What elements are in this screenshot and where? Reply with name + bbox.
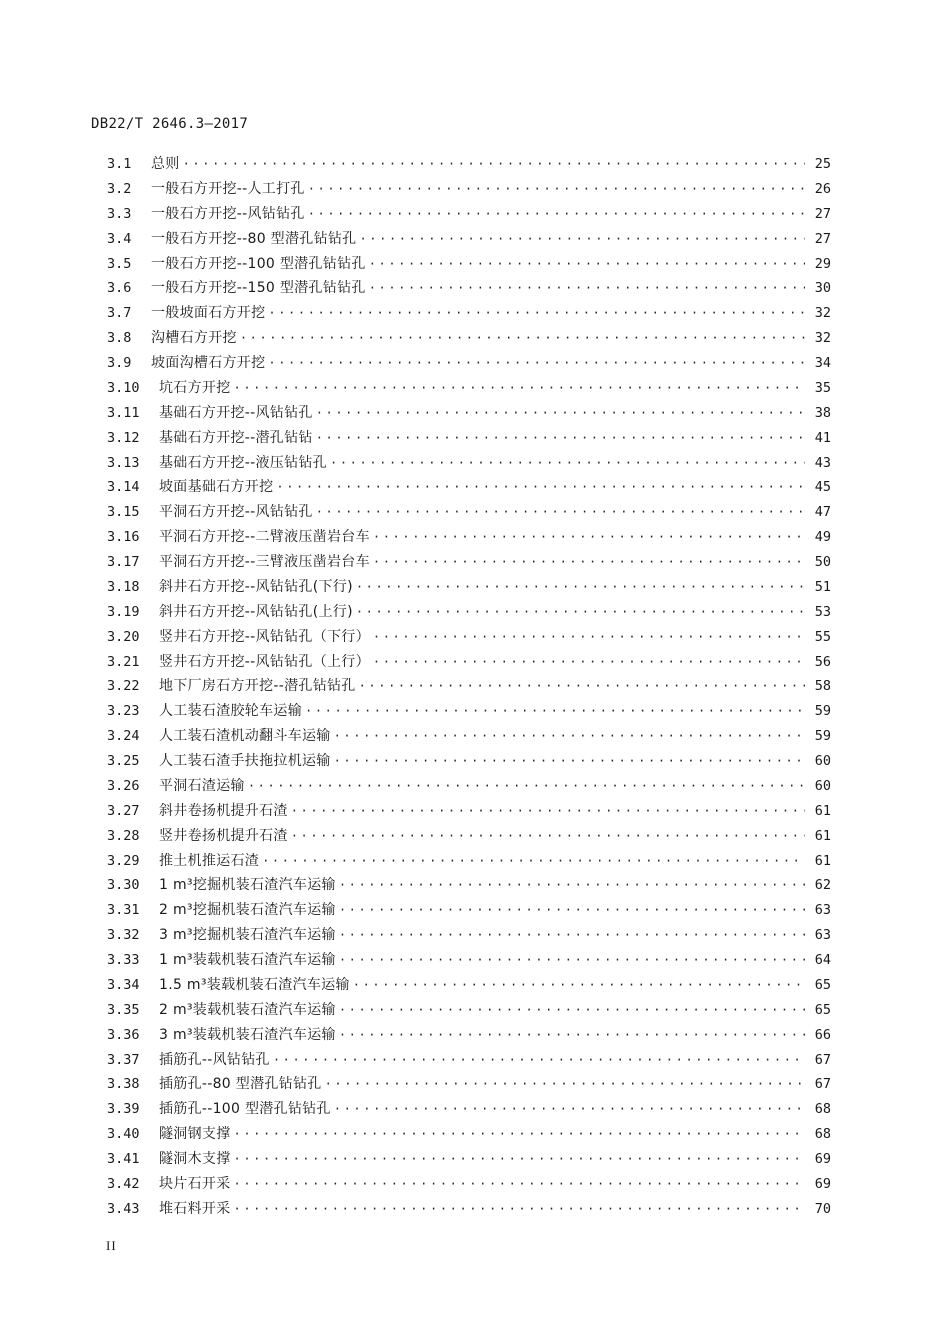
toc-section-number: 3.12	[107, 429, 140, 446]
toc-section-number: 3.6	[107, 280, 132, 297]
document-code-header: DB22/T 2646.3—2017	[91, 116, 249, 132]
toc-dot-leader	[334, 1097, 805, 1122]
toc-entry[interactable]	[107, 227, 831, 252]
toc-dot-leader	[339, 948, 805, 973]
toc-dot-leader	[248, 774, 805, 799]
toc-dot-leader	[334, 749, 805, 774]
toc-section-number: 3.4	[107, 230, 132, 247]
toc-page-number: 27	[814, 205, 831, 222]
toc-page-number: 62	[814, 877, 831, 894]
toc-entry[interactable]	[107, 525, 831, 550]
toc-entry[interactable]	[107, 451, 831, 476]
toc-section-title: 一般石方开挖--人工打孔	[151, 180, 305, 197]
toc-section-number: 3.2	[107, 180, 132, 197]
toc-section-title: 斜井卷扬机提升石渣	[159, 802, 288, 819]
toc-page-number: 60	[814, 753, 831, 769]
toc-dot-leader	[316, 426, 805, 451]
toc-section-number: 3.42	[107, 1175, 140, 1192]
toc-entry[interactable]	[107, 973, 831, 998]
toc-page-number: 63	[814, 927, 831, 944]
toc-page-number: 25	[814, 156, 831, 172]
toc-dot-leader	[356, 575, 805, 600]
toc-dot-leader	[339, 898, 805, 923]
toc-entry[interactable]	[107, 475, 831, 500]
toc-page-number: 69	[814, 1175, 831, 1192]
toc-dot-leader	[262, 849, 805, 874]
toc-dot-leader	[316, 500, 805, 525]
toc-section-title: 坡面沟槽石方开挖	[151, 355, 266, 371]
toc-section-number: 3.19	[107, 603, 140, 620]
toc-entry[interactable]	[107, 650, 831, 675]
toc-section-number: 3.10	[107, 379, 140, 396]
toc-dot-leader	[291, 799, 805, 824]
toc-dot-leader	[276, 475, 805, 500]
toc-entry[interactable]	[107, 625, 831, 650]
toc-section-title: 斜井石方开挖--风钻钻孔(下行)	[159, 578, 353, 595]
toc-section-title: 人工装石渣机动翻斗车运输	[159, 728, 331, 745]
toc-dot-leader	[316, 401, 805, 426]
toc-section-number: 3.8	[107, 330, 132, 347]
toc-dot-leader	[234, 1197, 806, 1222]
toc-section-title: 2 m³装载机装石渣汽车运输	[159, 1001, 336, 1018]
toc-section-title: 平洞石方开挖--三臂液压凿岩台车	[159, 554, 370, 570]
toc-dot-leader	[339, 923, 805, 948]
toc-page-number: 66	[814, 1026, 831, 1043]
toc-entry[interactable]	[107, 351, 831, 376]
toc-page-number: 58	[814, 678, 831, 695]
toc-entry[interactable]	[107, 376, 831, 401]
toc-section-number: 3.9	[107, 355, 132, 371]
page-number-footer: II	[106, 1238, 117, 1253]
toc-page-number: 69	[814, 1151, 831, 1167]
toc-section-number: 3.21	[107, 653, 140, 670]
toc-entry[interactable]	[107, 1122, 831, 1147]
toc-section-number: 3.30	[107, 877, 140, 894]
toc-page-number: 64	[814, 952, 831, 968]
toc-section-number: 3.39	[107, 1101, 140, 1118]
toc-section-number: 3.25	[107, 753, 140, 769]
toc-entry[interactable]	[107, 774, 831, 799]
toc-section-number: 3.27	[107, 802, 140, 819]
toc-section-title: 平洞石方开挖--风钻钻孔	[159, 504, 313, 521]
toc-page-number: 30	[814, 280, 831, 297]
toc-section-number: 3.37	[107, 1051, 140, 1068]
toc-page-number: 61	[814, 802, 831, 819]
toc-section-title: 基础石方开挖--液压钻钻孔	[159, 454, 328, 471]
toc-entry[interactable]	[107, 674, 831, 699]
toc-section-number: 3.36	[107, 1026, 140, 1043]
toc-section-title: 坑石方开挖	[159, 379, 231, 396]
toc-dot-leader	[234, 1122, 806, 1147]
toc-page-number: 26	[814, 180, 831, 197]
toc-dot-leader	[330, 451, 805, 476]
toc-section-title: 2 m³挖掘机装石渣汽车运输	[159, 902, 336, 919]
toc-entry[interactable]	[107, 849, 831, 874]
toc-section-title: 块片石开采	[159, 1175, 231, 1192]
toc-page-number: 67	[814, 1051, 831, 1068]
toc-page-number: 59	[814, 728, 831, 745]
toc-page-number: 32	[814, 330, 831, 347]
toc-section-title: 插筋孔--100 型潜孔钻钻孔	[159, 1101, 331, 1118]
toc-section-title: 3 m³挖掘机装石渣汽车运输	[159, 927, 336, 944]
toc-section-number: 3.14	[107, 479, 140, 496]
toc-entry[interactable]	[107, 550, 831, 575]
toc-section-title: 一般坡面石方开挖	[151, 305, 266, 322]
toc-section-number: 3.32	[107, 927, 140, 944]
toc-section-title: 一般石方开挖--150 型潜孔钻钻孔	[151, 280, 366, 297]
toc-section-number: 3.43	[107, 1200, 140, 1217]
toc-section-number: 3.22	[107, 678, 140, 695]
toc-section-number: 3.3	[107, 205, 132, 222]
toc-page-number: 61	[814, 852, 831, 869]
toc-section-number: 3.40	[107, 1126, 140, 1143]
toc-dot-leader	[339, 873, 805, 898]
toc-dot-leader	[308, 177, 805, 202]
toc-section-title: 人工装石渣胶轮车运输	[159, 703, 302, 720]
toc-section-title: 插筋孔--风钻钻孔	[159, 1051, 270, 1068]
toc-entry[interactable]	[107, 699, 831, 724]
toc-section-title: 总则	[151, 156, 180, 172]
toc-section-number: 3.17	[107, 554, 140, 570]
toc-section-title: 一般石方开挖--风钻钻孔	[151, 205, 305, 222]
toc-section-number: 3.41	[107, 1151, 140, 1167]
toc-page-number: 41	[814, 429, 831, 446]
toc-section-number: 3.26	[107, 777, 140, 794]
toc-entry[interactable]	[107, 923, 831, 948]
toc-section-title: 基础石方开挖--潜孔钻钻	[159, 429, 313, 446]
toc-page-number: 29	[814, 255, 831, 272]
toc-section-title: 一般石方开挖--100 型潜孔钻钻孔	[151, 255, 366, 272]
toc-section-title: 一般石方开挖--80 型潜孔钻钻孔	[151, 230, 357, 247]
toc-section-number: 3.13	[107, 454, 140, 471]
toc-section-title: 平洞石渣运输	[159, 777, 245, 794]
toc-dot-leader	[273, 1048, 805, 1073]
toc-entry[interactable]	[107, 1172, 831, 1197]
toc-dot-leader	[305, 699, 805, 724]
toc-dot-leader	[359, 227, 805, 252]
toc-page-number: 55	[814, 628, 831, 645]
toc-entry[interactable]	[107, 998, 831, 1023]
toc-entry[interactable]	[107, 873, 831, 898]
toc-entry[interactable]	[107, 1048, 831, 1073]
toc-page-number: 53	[814, 603, 831, 620]
toc-page-number: 61	[814, 827, 831, 844]
toc-section-number: 3.24	[107, 728, 140, 745]
toc-entry[interactable]	[107, 326, 831, 351]
toc-page-number: 35	[814, 379, 831, 396]
toc-section-number: 3.31	[107, 902, 140, 919]
toc-section-title: 隧洞木支撑	[159, 1151, 231, 1167]
toc-dot-leader	[369, 252, 805, 277]
toc-entry[interactable]	[107, 1147, 831, 1172]
toc-section-number: 3.18	[107, 578, 140, 595]
toc-page-number: 45	[814, 479, 831, 496]
toc-dot-leader	[339, 998, 805, 1023]
toc-section-number: 3.38	[107, 1076, 140, 1093]
toc-section-title: 1 m³装载机装石渣汽车运输	[159, 952, 336, 968]
toc-section-number: 3.29	[107, 852, 140, 869]
toc-entry[interactable]	[107, 749, 831, 774]
toc-page-number: 34	[814, 355, 831, 371]
toc-page-number: 70	[814, 1200, 831, 1217]
toc-section-number: 3.16	[107, 529, 140, 546]
toc-page-number: 50	[814, 554, 831, 570]
toc-page-number: 65	[814, 976, 831, 993]
toc-section-number: 3.5	[107, 255, 132, 272]
toc-dot-leader	[291, 824, 805, 849]
toc-section-title: 隧洞钢支撑	[159, 1126, 231, 1143]
toc-section-title: 竖井石方开挖--风钻钻孔（上行）	[159, 653, 370, 670]
toc-dot-leader	[373, 525, 805, 550]
toc-entry[interactable]	[107, 252, 831, 277]
toc-page-number: 67	[814, 1076, 831, 1093]
toc-dot-leader	[268, 351, 805, 376]
toc-dot-leader	[183, 152, 805, 177]
toc-section-title: 地下厂房石方开挖--潜孔钻钻孔	[159, 678, 356, 695]
toc-dot-leader	[353, 973, 805, 998]
toc-entry[interactable]	[107, 1097, 831, 1122]
toc-section-number: 3.20	[107, 628, 140, 645]
toc-page-number: 49	[814, 529, 831, 546]
toc-dot-leader	[373, 625, 805, 650]
toc-dot-leader	[339, 1023, 805, 1048]
toc-page-number: 51	[814, 578, 831, 595]
toc-page-number: 65	[814, 1001, 831, 1018]
toc-page-number: 56	[814, 653, 831, 670]
toc-entry[interactable]	[107, 600, 831, 625]
toc-page-number: 68	[814, 1126, 831, 1143]
toc-section-title: 平洞石方开挖--二臂液压凿岩台车	[159, 529, 370, 546]
toc-entry[interactable]	[107, 824, 831, 849]
toc-section-title: 坡面基础石方开挖	[159, 479, 274, 496]
toc-section-number: 3.28	[107, 827, 140, 844]
toc-page-number: 59	[814, 703, 831, 720]
toc-entry[interactable]	[107, 401, 831, 426]
toc-entry[interactable]	[107, 152, 831, 177]
toc-dot-leader	[234, 1172, 806, 1197]
toc-entry[interactable]	[107, 1023, 831, 1048]
toc-dot-leader	[359, 674, 805, 699]
toc-page-number: 68	[814, 1101, 831, 1118]
toc-dot-leader	[234, 376, 806, 401]
toc-section-number: 3.11	[107, 404, 140, 421]
toc-section-title: 堆石料开采	[159, 1200, 231, 1217]
toc-section-title: 1 m³挖掘机装石渣汽车运输	[159, 877, 336, 894]
toc-section-number: 3.1	[107, 156, 132, 172]
toc-section-title: 基础石方开挖--风钻钻孔	[159, 404, 313, 421]
toc-section-title: 3 m³装载机装石渣汽车运输	[159, 1026, 336, 1043]
toc-page-number: 27	[814, 230, 831, 247]
toc-entry[interactable]	[107, 575, 831, 600]
toc-page-number: 60	[814, 777, 831, 794]
toc-dot-leader	[240, 326, 805, 351]
toc-section-number: 3.23	[107, 703, 140, 720]
table-of-contents	[107, 152, 831, 1222]
toc-dot-leader	[356, 600, 805, 625]
toc-page-number: 43	[814, 454, 831, 471]
toc-section-title: 推土机推运石渣	[159, 852, 260, 869]
toc-dot-leader	[268, 301, 805, 326]
toc-dot-leader	[373, 550, 805, 575]
toc-dot-leader	[325, 1072, 805, 1097]
toc-entry[interactable]	[107, 799, 831, 824]
toc-dot-leader	[334, 724, 805, 749]
toc-section-title: 竖井卷扬机提升石渣	[159, 827, 288, 844]
toc-dot-leader	[373, 650, 805, 675]
toc-page-number: 38	[814, 404, 831, 421]
toc-entry[interactable]	[107, 301, 831, 326]
toc-entry[interactable]	[107, 948, 831, 973]
toc-entry[interactable]	[107, 426, 831, 451]
toc-entry[interactable]	[107, 1072, 831, 1097]
toc-entry[interactable]	[107, 202, 831, 227]
toc-section-title: 插筋孔--80 型潜孔钻钻孔	[159, 1076, 322, 1093]
toc-section-title: 沟槽石方开挖	[151, 330, 237, 347]
toc-entry[interactable]	[107, 1197, 831, 1222]
toc-entry[interactable]	[107, 500, 831, 525]
toc-dot-leader	[369, 276, 805, 301]
toc-entry[interactable]	[107, 276, 831, 301]
toc-page-number: 47	[814, 504, 831, 521]
toc-entry[interactable]	[107, 724, 831, 749]
toc-page-number: 63	[814, 902, 831, 919]
toc-entry[interactable]	[107, 177, 831, 202]
toc-section-number: 3.34	[107, 976, 140, 993]
toc-entry[interactable]	[107, 898, 831, 923]
toc-section-number: 3.33	[107, 952, 140, 968]
toc-section-number: 3.15	[107, 504, 140, 521]
toc-section-title: 人工装石渣手扶拖拉机运输	[159, 753, 331, 769]
toc-dot-leader	[234, 1147, 806, 1172]
toc-section-number: 3.7	[107, 305, 132, 322]
toc-page-number: 32	[814, 305, 831, 322]
toc-section-title: 竖井石方开挖--风钻钻孔（下行）	[159, 628, 370, 645]
toc-section-title: 斜井石方开挖--风钻钻孔(上行)	[159, 603, 353, 620]
toc-section-title: 1.5 m³装载机装石渣汽车运输	[159, 976, 350, 993]
toc-dot-leader	[308, 202, 805, 227]
toc-section-number: 3.35	[107, 1001, 140, 1018]
